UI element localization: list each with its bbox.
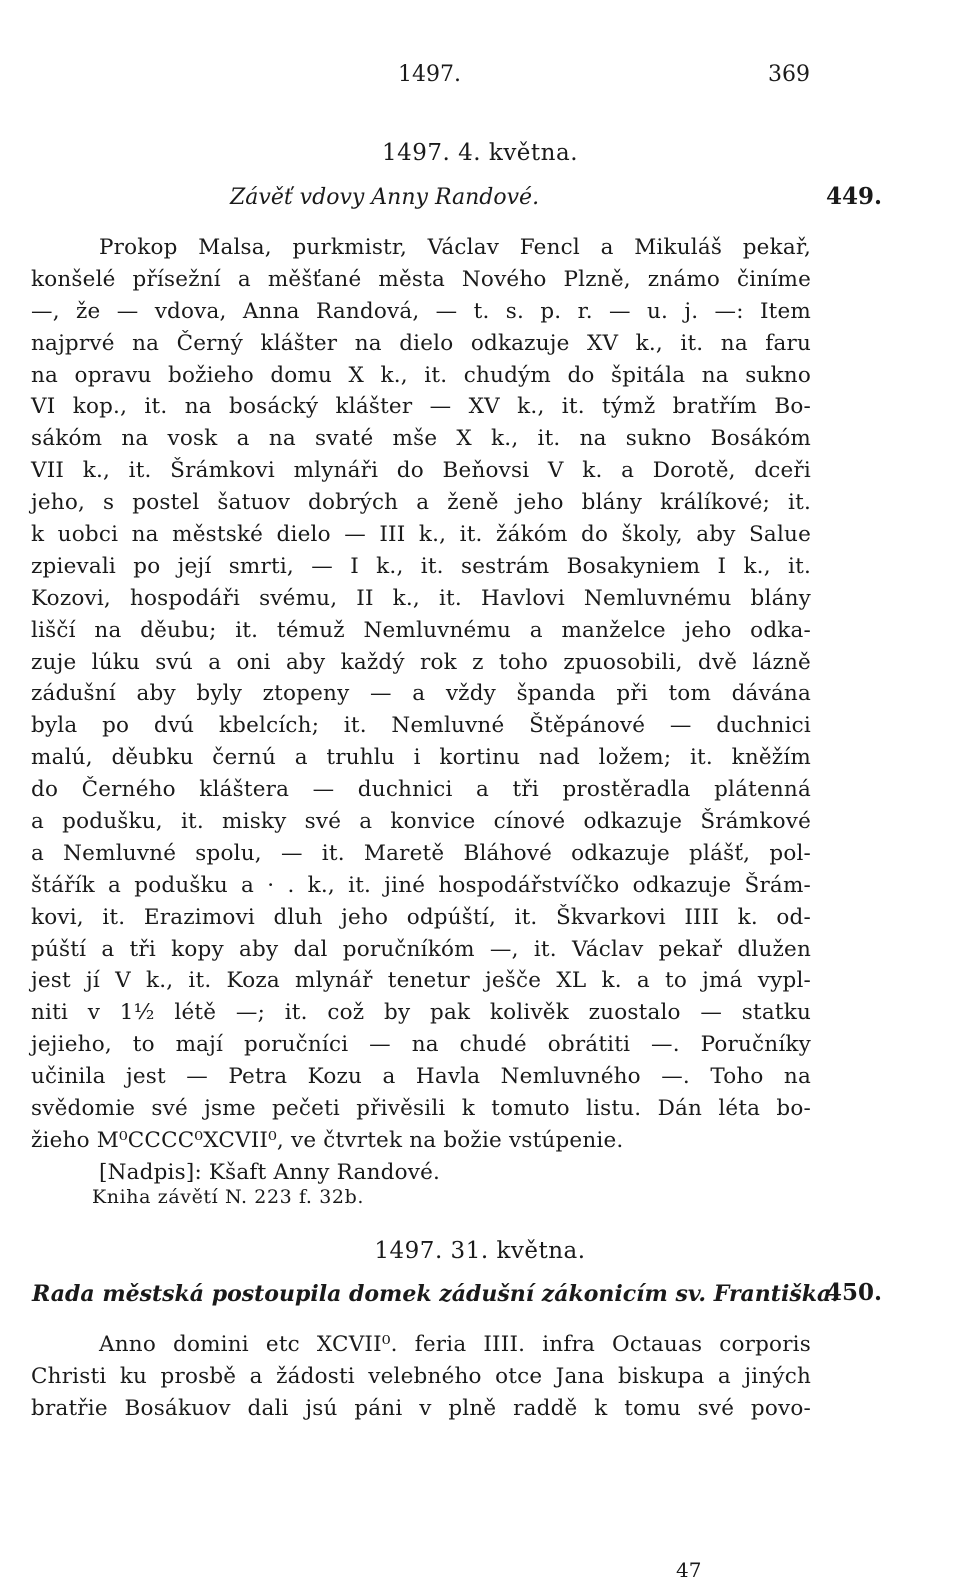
text-line: VI kop., it. na bosácký klášter — XV k., it. týmž bratřím Bo- [31, 394, 811, 420]
text-line: kovi, it. Erazimovi dluh jeho odpúští, it. Škvarkovi IIII k. od- [31, 904, 811, 930]
running-head-year: 1497. [398, 62, 461, 87]
text-line: niti v 1½ létě —; it. což by pak kolivěk zuostalo — statku [31, 1000, 811, 1026]
text-line: žieho M⁰CCCC⁰XCVII⁰, ve čtvrtek na božie vstúpenie. [31, 1127, 624, 1153]
text-line: zuje lúku svú a oni aby každý rok z toho zpuosobili, dvě lázně [31, 649, 811, 675]
text-line: konšelé přísežní a měšťané města Nového Plzně, známo činíme [31, 266, 811, 292]
document-450-number: 450. [826, 1279, 883, 1306]
document-449-text [31, 232, 811, 1189]
text-line: jest jí V k., it. Koza mlynář tenetur ješče XL k. a to jmá vypl- [31, 968, 811, 994]
text-line: malú, děubku černú a truhlu i kortinu nad ložem; it. kněžím [31, 745, 811, 771]
document-449-number: 449. [826, 183, 883, 210]
document-450-text [31, 1329, 811, 1425]
text-line: k uobci na městské dielo — III k., it. žákóm do školy, aby Salue [31, 522, 811, 548]
text-line: sákóm na vosk a na svaté mše X k., it. na sukno Bosákóm [31, 426, 811, 452]
text-line: púští a tři kopy aby dal poručníkóm —, it. Václav pekař dlužen [31, 936, 811, 962]
text-line: jejieho, to mají poručníci — na chudé obrátiti —. Poručníky [31, 1032, 811, 1058]
text-line: učinila jest — Petra Kozu a Havla Nemluvného —. Toho na [31, 1064, 811, 1090]
text-line: jeho, s postel šatuov dobrých a ženě jeho blány králíkové; it. [31, 490, 811, 516]
text-line: štářík a podušku a · . k., it. jiné hospodářstvíčko odkazuje Šrám- [31, 872, 811, 898]
running-head [0, 62, 960, 92]
document-450-date: 1497. 31. května. [374, 1238, 586, 1264]
text-line: Prokop Malsa, purkmistr, Václav Fencl a Mikuláš pekař, [99, 235, 811, 260]
signature-mark: 47 [676, 1558, 702, 1582]
text-line: a Nemluvné spolu, — it. Maretě Bláhové odkazuje plášť, pol- [31, 840, 811, 866]
text-line: na opravu božieho domu X k., it. chudým do špitála na sukno [31, 362, 811, 388]
page-number: 369 [768, 62, 810, 87]
text-line: a podušku, it. misky své a konvice cínové odkazuje Šrámkové [31, 809, 811, 835]
text-line: Christi ku prosbě a žádosti velebného otce Jana biskupa a jiných [31, 1363, 811, 1389]
document-449-source: Kniha závětí N. 223 f. 32b. [92, 1186, 364, 1208]
text-line: najprvé na Černý klášter na dielo odkazuje XV k., it. na faru [31, 330, 811, 356]
text-line: byla po dvú kbelcích; it. Nemluvné Štěpánové — duchnici [31, 713, 811, 739]
text-line: do Černého kláštera — duchnici a tři prostěradla plátenná [31, 777, 811, 803]
text-line: [Nadpis]: Kšaft Anny Randové. [99, 1159, 441, 1185]
text-line: zádušní aby byly ztopeny — a vždy španda při tom dávána [31, 681, 811, 707]
document-449-title: Závěť vdovy Anny Randové. [230, 185, 540, 210]
text-line: svědomie své jsme pečeti přivěsili k tomuto listu. Dán léta bo- [31, 1096, 811, 1122]
text-line: —, že — vdova, Anna Randová, — t. s. p. r. — u. j. —: Item [31, 298, 811, 324]
text-line: Kozovi, hospodáři svému, II k., it. Havlovi Nemluvnému blány [31, 585, 811, 611]
text-line: VII k., it. Šrámkovi mlynáři do Beňovsi V k. a Dorotě, dceři [31, 458, 811, 484]
text-line: zpievali po její smrti, — I k., it. sestrám Bosakyniem I k., it. [31, 553, 811, 579]
text-line: liščí na děubu; it. témuž Nemluvnému a manželce jeho odka- [31, 617, 811, 643]
text-line: bratřie Bosákuov dali jsú páni v plně raddě k tomu své povo- [31, 1395, 811, 1421]
document-450-title: Rada městská postoupila domek zádušní zákonicím sv. Františka. [32, 1281, 839, 1307]
document-449-date: 1497. 4. května. [381, 140, 579, 166]
text-line: Anno domini etc XCVII⁰. feria IIII. infra Octauas corporis [99, 1332, 811, 1357]
